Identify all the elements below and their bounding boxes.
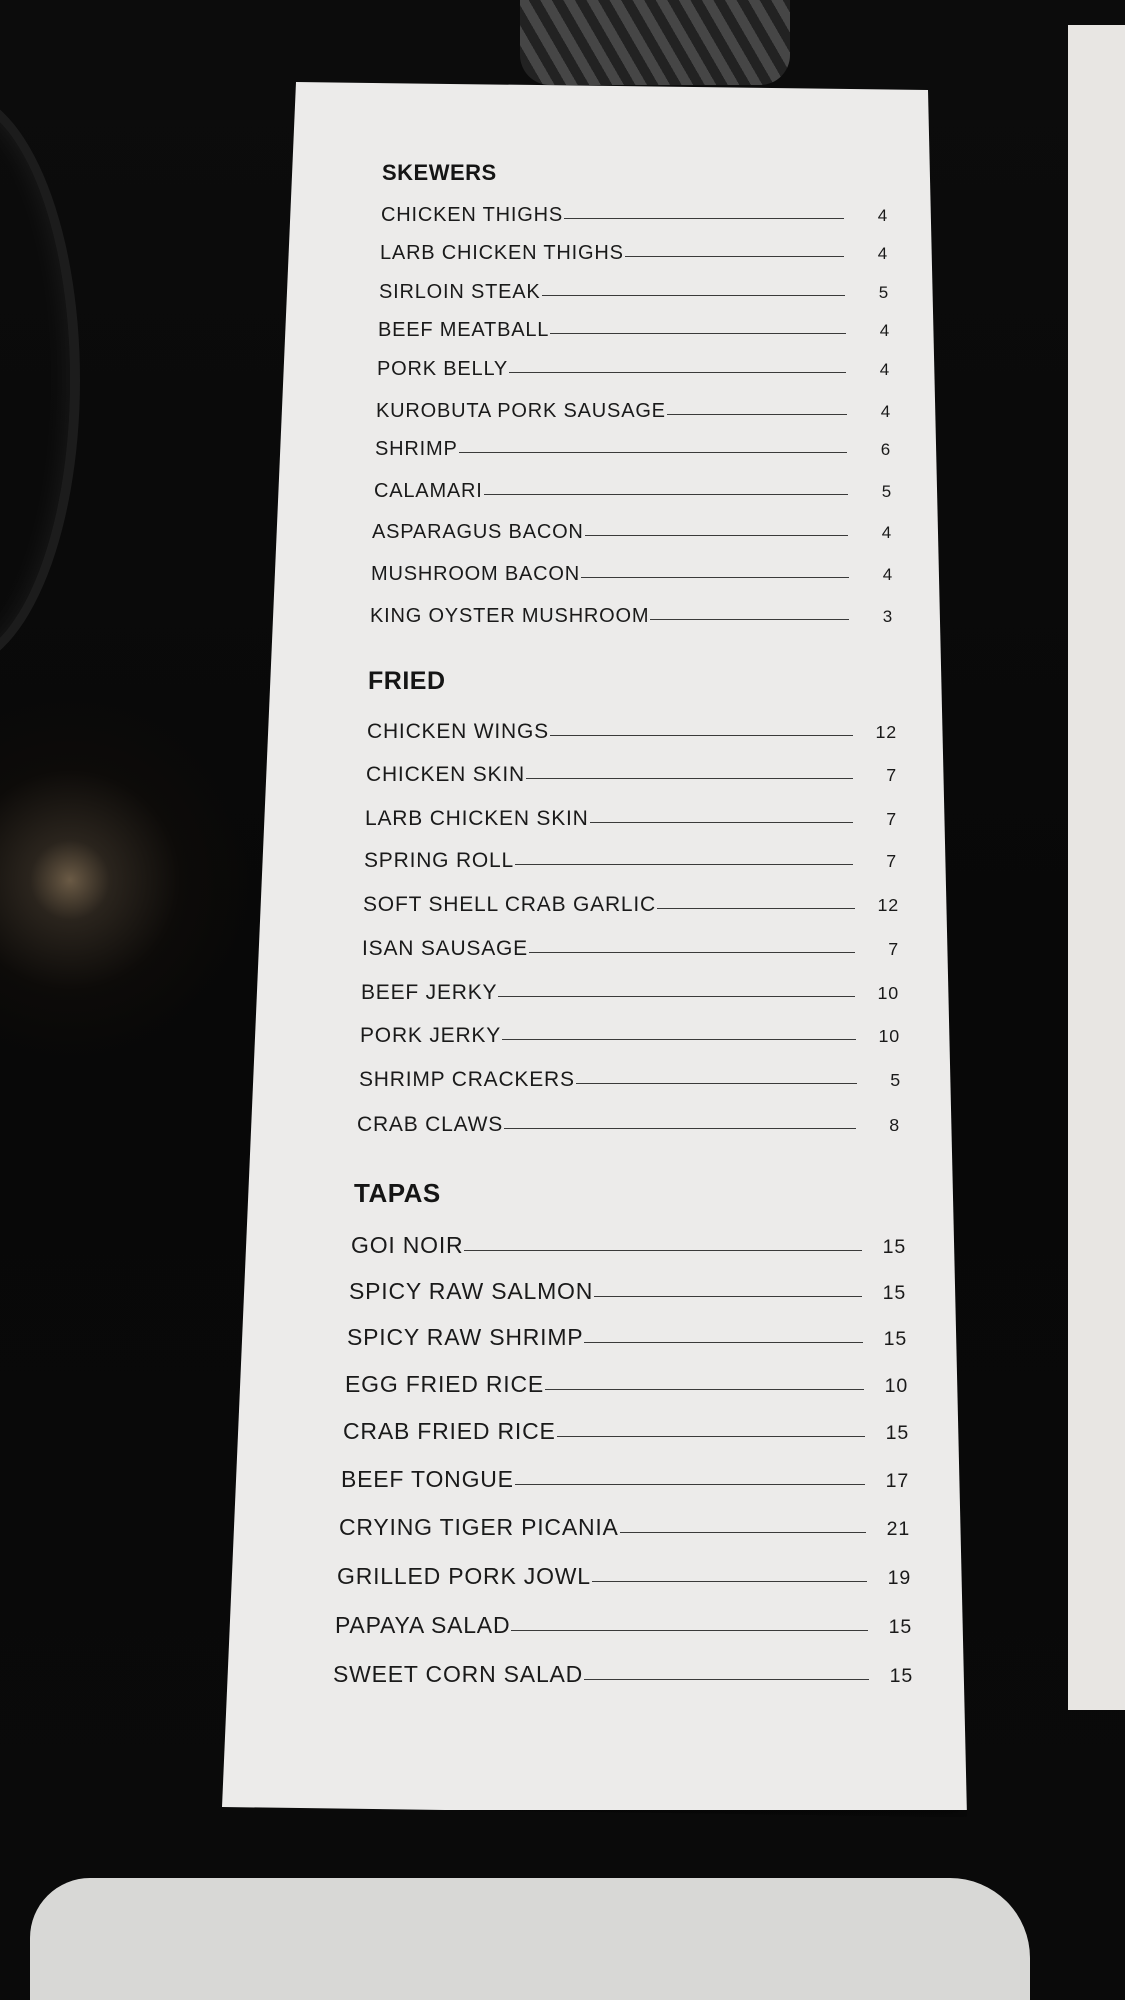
dot-leader-line <box>542 295 845 296</box>
menu-item-price: 15 <box>882 1282 906 1304</box>
menu-item <box>366 763 897 787</box>
menu-item <box>333 1661 913 1688</box>
menu-item <box>335 1612 912 1639</box>
dot-leader-line <box>576 1083 857 1084</box>
menu-item <box>378 319 890 342</box>
dot-leader-line <box>515 864 853 865</box>
section-heading-fried: FRIED <box>368 667 446 695</box>
dot-leader-line <box>464 1250 862 1251</box>
dot-leader-line <box>550 735 853 736</box>
menu-item <box>381 204 888 227</box>
menu-item <box>380 242 888 265</box>
menu-item-price: 5 <box>878 283 889 302</box>
menu-item-price: 3 <box>882 607 893 626</box>
menu-item <box>347 1324 907 1351</box>
menu-item-name: KING OYSTER MUSHROOM <box>370 605 650 627</box>
menu-item-price: 4 <box>882 565 893 584</box>
menu-item-price: 8 <box>889 1115 900 1135</box>
menu-item-price: 4 <box>877 206 888 225</box>
drinking-glass <box>520 0 790 85</box>
menu-item <box>360 1024 900 1048</box>
menu-item <box>361 981 899 1005</box>
menu-item-name: SWEET CORN SALAD <box>333 1661 584 1687</box>
dot-leader-line <box>585 535 848 536</box>
menu-item-name: SPICY RAW SHRIMP <box>347 1324 584 1350</box>
dot-leader-line <box>502 1039 856 1040</box>
dot-leader-line <box>594 1296 862 1297</box>
adjacent-menu-card <box>1068 25 1125 1710</box>
dot-leader-line <box>650 619 849 620</box>
menu-item <box>339 1514 910 1541</box>
menu-item-name: EGG FRIED RICE <box>345 1371 545 1397</box>
menu-item-name: GOI NOIR <box>351 1232 464 1258</box>
dot-leader-line <box>657 908 855 909</box>
menu-item-price: 7 <box>886 809 897 829</box>
menu-item <box>365 807 897 831</box>
dot-leader-line <box>620 1532 866 1533</box>
menu-item <box>363 893 899 917</box>
dot-leader-line <box>545 1389 864 1390</box>
menu-item-name: CHICKEN THIGHS <box>381 204 563 226</box>
menu-item-name: SHRIMP CRACKERS <box>359 1068 575 1091</box>
menu-item-name: ASPARAGUS BACON <box>372 521 584 543</box>
menu-item-name: CALAMARI <box>374 480 483 502</box>
menu-item-price: 10 <box>877 983 899 1003</box>
menu-item-name: MUSHROOM BACON <box>371 563 580 585</box>
menu-item <box>371 563 893 586</box>
menu-item <box>341 1466 909 1493</box>
menu-item <box>376 400 891 423</box>
menu-item-name: SOFT SHELL CRAB GARLIC <box>363 893 657 916</box>
dot-leader-line <box>667 414 847 415</box>
menu-item <box>345 1371 908 1398</box>
dot-leader-line <box>526 778 853 779</box>
section-heading-tapas: TAPAS <box>354 1178 441 1208</box>
menu-item-price: 17 <box>885 1470 909 1492</box>
menu-item <box>364 849 897 873</box>
menu-item-price: 5 <box>890 1070 901 1090</box>
menu-item-name: LARB CHICKEN SKIN <box>365 807 589 830</box>
menu-item-price: 4 <box>881 523 892 542</box>
menu-item-name: SPICY RAW SALMON <box>349 1278 594 1304</box>
menu-item-price: 15 <box>882 1236 906 1258</box>
dot-leader-line <box>584 1679 869 1680</box>
menu-item-name: CRYING TIGER PICANIA <box>339 1514 619 1540</box>
section-heading-skewers: SKEWERS <box>382 160 497 185</box>
menu-item-price: 7 <box>888 939 899 959</box>
menu-item <box>367 720 897 744</box>
menu-item-name: CHICKEN SKIN <box>366 763 525 786</box>
menu-item <box>359 1068 901 1092</box>
dot-leader-line <box>484 494 848 495</box>
menu-item-price: 6 <box>880 440 891 459</box>
menu-item-name: KUROBUTA PORK SAUSAGE <box>376 400 666 422</box>
menu-item <box>372 521 892 544</box>
napkin <box>30 1878 1030 2000</box>
dot-leader-line <box>459 452 847 453</box>
menu-item-name: ISAN SAUSAGE <box>362 937 528 960</box>
dot-leader-line <box>590 822 853 823</box>
menu-item <box>379 281 889 304</box>
menu-item-price: 10 <box>884 1375 908 1397</box>
menu-item-price: 4 <box>879 360 890 379</box>
menu-item <box>337 1563 911 1590</box>
menu-item-price: 10 <box>878 1026 900 1046</box>
menu-item-name: BEEF TONGUE <box>341 1466 514 1492</box>
menu-item-name: SIRLOIN STEAK <box>379 281 541 303</box>
menu-item-name: PORK BELLY <box>377 358 509 380</box>
menu-item-price: 4 <box>879 321 890 340</box>
menu-item-price: 15 <box>888 1616 912 1638</box>
menu-item-name: PAPAYA SALAD <box>335 1612 511 1638</box>
menu-item <box>343 1418 909 1445</box>
menu-item-name: CRAB CLAWS <box>357 1113 504 1136</box>
menu-item <box>351 1232 906 1259</box>
menu-item-name: SPRING ROLL <box>364 849 515 872</box>
menu-item <box>349 1278 906 1305</box>
menu-item-price: 21 <box>886 1518 910 1540</box>
menu-item <box>375 438 891 461</box>
dot-leader-line <box>529 952 855 953</box>
menu-item-name: CHICKEN WINGS <box>367 720 549 743</box>
menu-item <box>362 937 899 961</box>
dot-leader-line <box>509 372 846 373</box>
plate-rim <box>0 90 80 670</box>
menu-item-price: 5 <box>881 482 892 501</box>
menu-item-price: 7 <box>886 851 897 871</box>
dot-leader-line <box>625 256 844 257</box>
menu-item <box>357 1113 900 1137</box>
menu-item-price: 15 <box>889 1665 913 1687</box>
dot-leader-line <box>504 1128 856 1129</box>
menu-item <box>370 605 893 628</box>
menu-item-price: 4 <box>880 402 891 421</box>
menu-item-name: BEEF JERKY <box>361 981 498 1004</box>
menu-item-name: GRILLED PORK JOWL <box>337 1563 591 1589</box>
dot-leader-line <box>515 1484 865 1485</box>
menu-item-price: 19 <box>887 1567 911 1589</box>
menu-item-name: BEEF MEATBALL <box>378 319 550 341</box>
dot-leader-line <box>564 218 844 219</box>
menu-item-price: 12 <box>877 895 899 915</box>
menu-item-price: 12 <box>875 722 897 742</box>
dot-leader-line <box>511 1630 868 1631</box>
menu-item-name: PORK JERKY <box>360 1024 502 1047</box>
menu-item <box>377 358 890 381</box>
dot-leader-line <box>550 333 846 334</box>
dot-leader-line <box>498 996 855 997</box>
dot-leader-line <box>584 1342 863 1343</box>
menu-item-price: 15 <box>885 1422 909 1444</box>
menu-item-price: 15 <box>883 1328 907 1350</box>
menu-item-name: CRAB FRIED RICE <box>343 1418 556 1444</box>
dot-leader-line <box>557 1436 865 1437</box>
menu-item-name: LARB CHICKEN THIGHS <box>380 242 624 264</box>
dot-leader-line <box>581 577 849 578</box>
dot-leader-line <box>592 1581 867 1582</box>
menu-item-name: SHRIMP <box>375 438 458 460</box>
menu-item-price: 7 <box>886 765 897 785</box>
menu-item <box>374 480 892 503</box>
menu-item-price: 4 <box>877 244 888 263</box>
